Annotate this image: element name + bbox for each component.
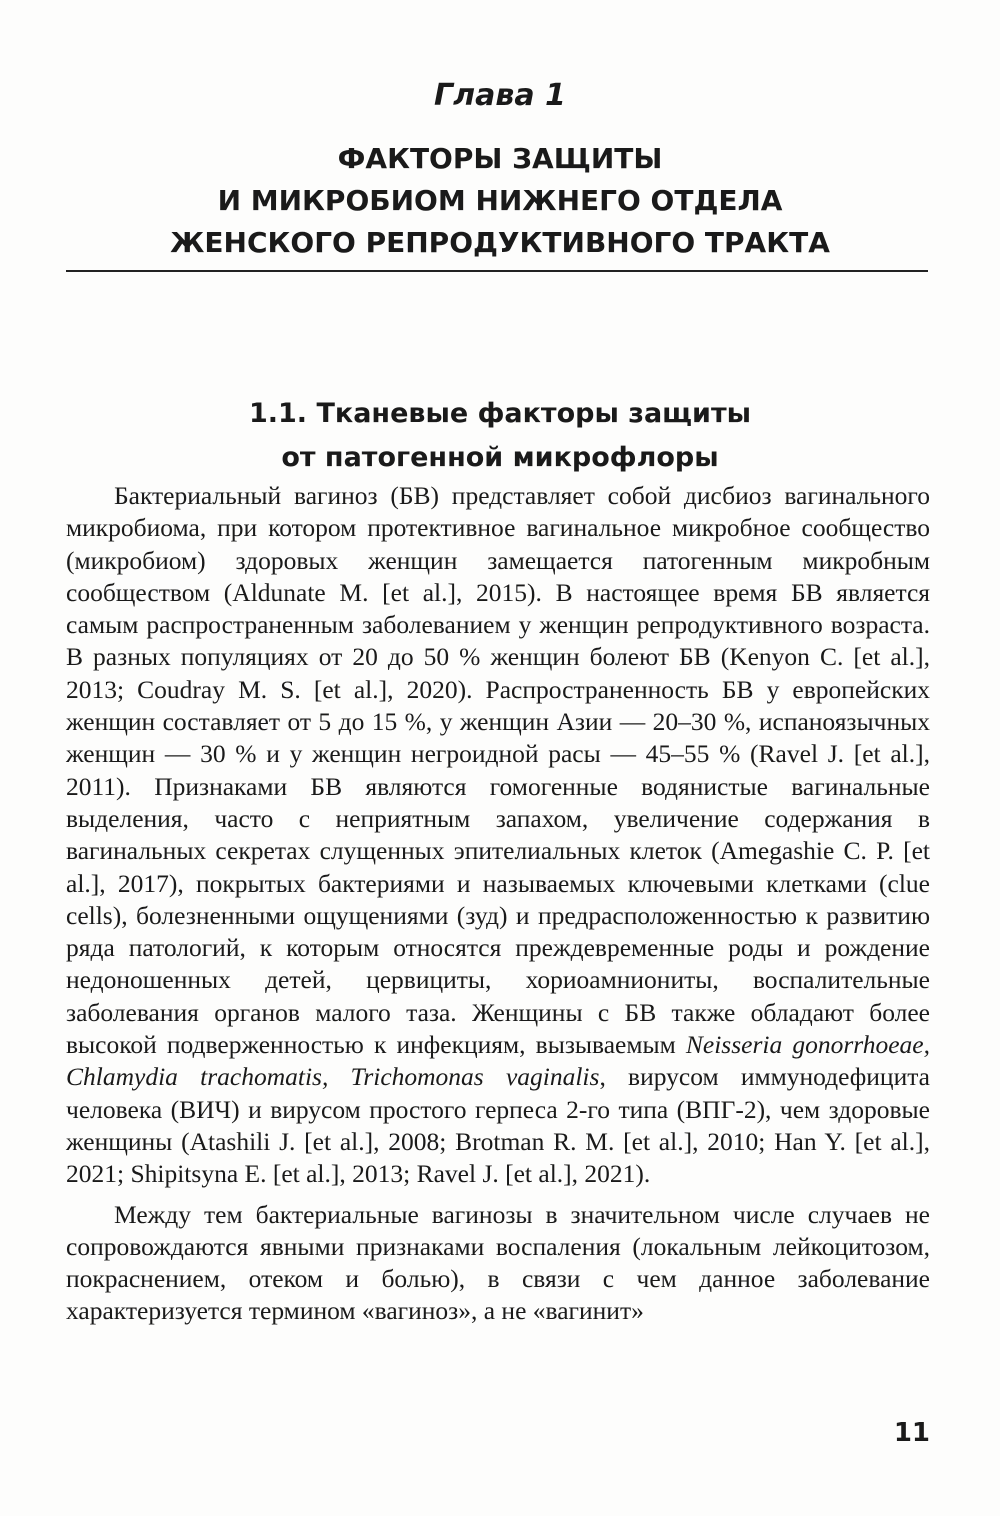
chapter-title-line: И МИКРОБИОМ НИЖНЕГО ОТДЕЛА xyxy=(217,184,783,217)
section-title xyxy=(60,392,940,480)
section-title-line: 1.1. Тканевые факторы защиты xyxy=(248,398,752,429)
chapter-title-line: ФАКТОРЫ ЗАЩИТЫ xyxy=(337,142,663,175)
chapter-label: Глава 1 xyxy=(434,78,566,113)
paragraph-text: Бактериальный вагиноз (БВ) представляет собой дисбиоз вагинального микробиома, при котором протективное вагинальное микробное сообщество (микробиом) здоровых женщин замещается патогенным микробным сообществом (Aldunate M. [et al.], 2015). В настоящее время БВ является самым распространенным заболеванием у женщин репродуктивного возраста. В разных популяциях от 20 до 50 % женщин болеют БВ (Kenyon C. [et al.], 2013; Coudray M. S. [et al.], 2020). Распространенность БВ у европейских женщин составляет от 5 до 15 %, у женщин Азии — 20–30 %, испаноязычных женщин — 30 % и у женщин негроидной расы — 45–55 % (Ravel J. [et al.], 2011). Признаками БВ являются гомогенные водянистые вагинальные выделения, часто с неприятным запахом, увеличение содержания в вагинальных секретах слущенных эпителиальных клеток (Amegashie C. P. [et al.], 2017), покрытых бактериями и называемых ключевыми клетками (clue cells), болезненными ощущениями (зуд) и предрасположенностью к развитию ряда патологий, к которым относятся преждевременные роды и рождение недоношенных детей, цервициты, хориоамниониты, воспалительные заболевания органов малого таза. Женщины с БВ также обладают более высокой подверженностью к инфекциям, вызываемым xyxy=(66,481,930,1060)
chapter-title-line: ЖЕНСКОГО РЕПРОДУКТИВНОГО ТРАКТА xyxy=(170,226,830,259)
section-title-line: от патогенной микрофлоры xyxy=(281,442,719,473)
paragraph-text: , вирусом иммунодефицита человека (ВИЧ) и вирусом простого герпеса 2-го типа (ВПГ-2), чем здоровые женщины (Atashili J. [et al.], 2008; Brotman R. M. [et al.], 2010; Han Y. [et al.], 2021; Shipitsyna E. [et al.], 2013; Ravel J. [et al.], 2021). xyxy=(66,1062,930,1189)
chapter-title xyxy=(60,138,940,264)
paragraph xyxy=(66,480,930,1191)
body-text xyxy=(66,480,930,1334)
chapter-divider xyxy=(66,270,928,272)
paragraph-text: Между тем бактериальные вагинозы в значительном числе случаев не сопровождаются явными признаками воспаления (локальным лейкоцитозом, покраснением, отеком и болью), в связи с чем данное заболевание характеризуется термином «вагиноз», а не «вагинит» xyxy=(66,1199,930,1326)
paragraph-text-italic: Neisseria gonorrhoeae, Chlamydia trachomatis, Trichomonas vaginalis xyxy=(66,1030,930,1092)
paragraph xyxy=(66,1199,930,1328)
page-number: 11 xyxy=(893,1418,930,1448)
